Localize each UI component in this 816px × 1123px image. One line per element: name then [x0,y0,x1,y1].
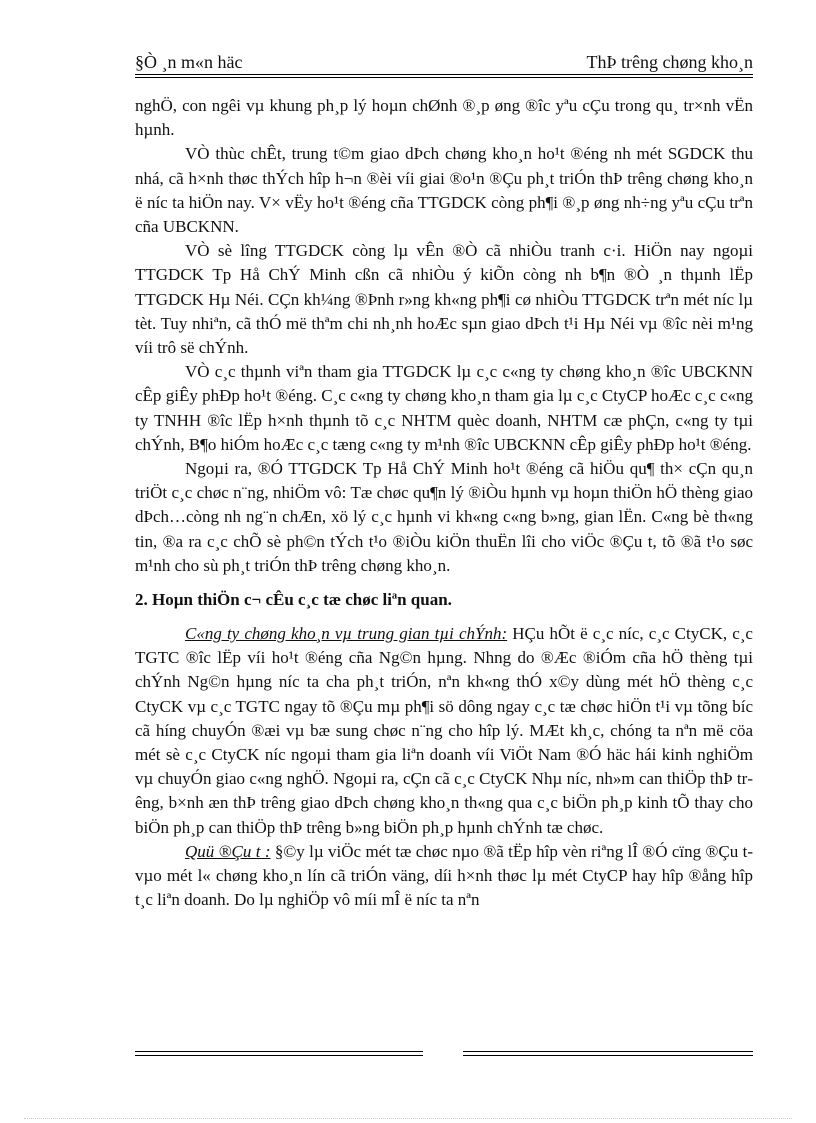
paragraph-6 [135,622,753,840]
footer-divider-right [463,1051,753,1056]
page-bottom-edge [24,1118,792,1119]
footer-divider-left [135,1051,423,1056]
paragraph-7-lead: Quü ®Çu t : [185,841,271,861]
paragraph-6-lead: C«ng ty chøng kho¸n vµ trung gian tµi chÝnh: [185,624,508,644]
paragraph-7-body: §©y lµ viÖc mét tæ chøc nµo ®ã tËp hîp vèn riªng lÎ ®Ó cïng ®Çu t vµo mét l« chøng kho¸n lín cã triÓn väng, díi h×nh thøc lµ mét CtyCP hay hîp ®ång hîp t¸c liªn doanh. Do lµ nghiÖp vô míi mÎ ë níc ta nªn [135,841,754,910]
paragraph-7 [135,840,753,913]
paragraph-3: VÒ sè lîng TTGDCK còng lµ vÊn ®Ò cã nhiÒu tranh c·i. HiÖn nay ngoµi TTGDCK Tp Hå ChÝ Minh cßn cã nhiÒu ý kiÕn còng nh b¶n ®Ò ¸n thµnh lËp TTGDCK Hµ Néi. CÇn kh¼ng ®Þnh r»ng kh«ng ph¶i cø nhiÒu TTGDCK trªn mét níc lµ tèt. Tuy nhiªn, cã thÓ më thªm chi nh¸nh hoÆc sµn giao dÞch t¹i Hµ Néi vµ ®îc nèi m¹ng víi trô së chÝnh. [135,241,753,358]
paragraph-4: VÒ c¸c thµnh viªn tham gia TTGDCK lµ c¸c c«ng ty chøng kho¸n ®îc UBCKNN cÊp giÊy phÐp ho¹t ®éng. C¸c c«ng ty chøng kho¸n tham gia lµ c¸c CtyCP hoÆc c¸c c«ng ty TNHH ®îc lËp h×nh thµnh tõ c¸c NHTM quèc doanh, NHTM cæ phÇn, c«ng ty tµi chÝnh, B¶o hiÓm hoÆc c¸c tæng c«ng ty m¹nh ®îc UBCKNN cÊp giÊy phÐp ho¹t ®éng. [135,362,753,454]
paragraph-2: VÒ thùc chÊt, trung t©m giao dÞch chøng kho¸n ho¹t ®éng nh mét SGDCK thu nhá, cã h×nh thøc thÝch hîp h¬n ®èi víi giai ®o¹n ®Çu ph¸t triÓn thÞ trêng chøng kho¸n ë níc ta hiÖn nay. V× vËy ho¹t ®éng cña TTGDCK còng ph¶i ®¸p øng nh÷ng yªu cÇu trªn cña UBCKNN. [135,144,753,237]
section-heading: 2. Hoµn thiÖn c¬ cÊu c¸c tæ chøc liªn quan. [135,590,452,610]
paragraph-5: Ngoµi ra, ®Ó TTGDCK Tp Hå ChÝ Minh ho¹t ®éng cã hiÖu qu¶ th× cÇn qu¸n triÖt c¸c chøc n¨ng, nhiÖm vô: Tæ chøc qu¶n lý ®iÒu hµnh vµ hoµn thiÖn hÖ thèng giao dÞch…còng nh ng¨n chÆn, xö lý c¸c hµnh vi kh«ng c«ng b»ng, gian lËn. C«ng bè th«ng tin, ®a ra c¸c chÕ sè ph©n tÝch t¹o ®iÒu kiÖn thuËn lîi cho viÖc ®Çu t, tõ ®ã t¹o søc m¹nh cho sù ph¸t triÓn thÞ trêng chøng kho¸n. [135,459,753,575]
header-divider [135,74,753,78]
body-text [135,94,753,913]
header-right-title: ThÞ trêng chøng kho¸n [586,52,753,72]
paragraph-1: nghÖ, con ngêi vµ khung ph¸p lý hoµn chØnh ®¸p øng ®îc yªu cÇu trong qu¸ tr×nh vËn hµnh. [135,96,753,140]
header-left-title: §Ò ¸n m«n häc [135,52,243,72]
paragraph-6-body: HÇu hÕt ë c¸c níc, c¸c CtyCK, c¸c TGTC ®îc lËp víi ho¹t ®éng cña Ng©n hµng. Nhng do ®Æc ®iÓm cña hÖ thèng tµi chÝnh Ng©n hµng níc ta cha ph¸t triÓn, nªn kh«ng thÓ x©y dùng mét hÖ thèng c¸c CtyCK vµ c¸c TGTC ngay tõ ®Çu mµ ph¶i sö dông ngay c¸c tæ chøc hiÖn t¹i vµ tõng bíc cã híng chuyÓn ®æi vµ bæ sung chøc n¨ng cho hîp lý. MÆt kh¸c, chóng ta nªn më cöa mét sè c¸c CtyCK níc ngoµi tham gia liªn doanh víi ViÖt Nam ®Ó häc hái kinh nghiÖm vµ chuyÓn giao c«ng nghÖ. Ngoµi ra, cÇn cã c¸c CtyCK Nhµ níc, nh»m can thiÖp thÞ trêng, b×nh æn thÞ trêng giao dÞch chøng kho¸n th«ng qua c¸c biÖn ph¸p kinh tÕ thay cho biÖn ph¸p can thiÖp thÞ trêng b»ng biÖn ph¸p hµnh chÝnh tæ chøc. [135,624,753,837]
page-header [135,50,753,76]
